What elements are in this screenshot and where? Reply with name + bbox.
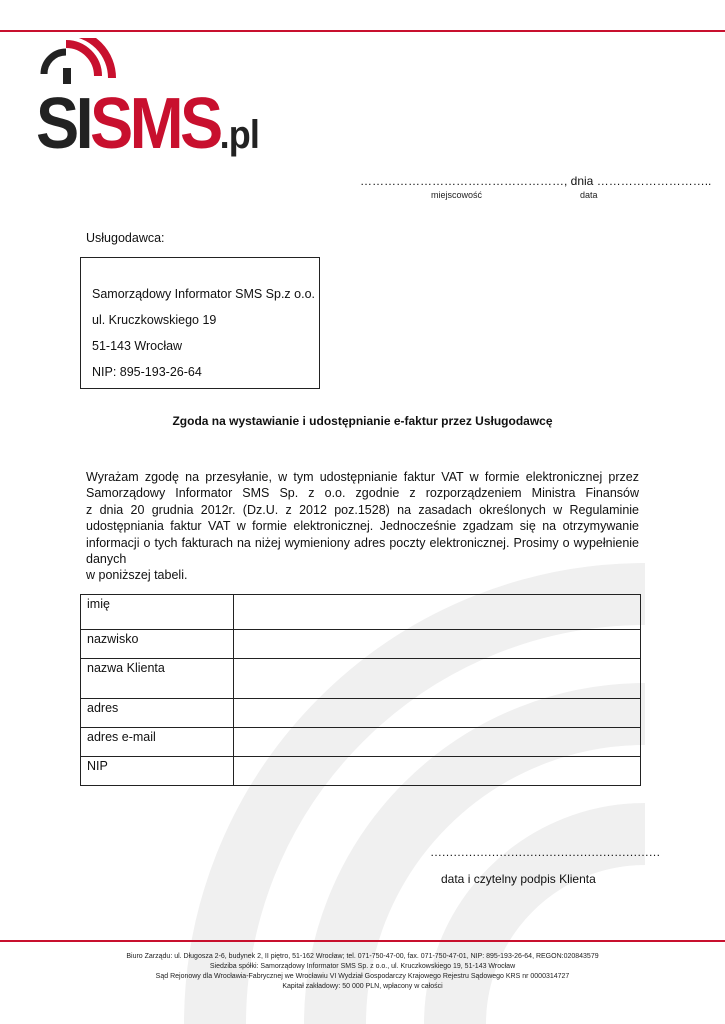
provider-name: Samorządowy Informator SMS Sp.z o.o. [92,287,316,301]
consent-line: informacji o tych fakturach na niżej wymieniony adres poczty elektronicznej. Prosimy o wypełnienie [86,535,639,550]
client-name-field[interactable] [234,659,641,699]
header-rule [0,30,725,32]
place-date-line: ……………………………………………, dnia ……………………….. [360,174,712,188]
table-row [81,728,641,757]
row-label-client-name: nazwa Klienta [81,659,234,699]
provider-address-box [80,257,320,389]
consent-line: z dnia 20 grudnia 2012r. (Dz.U. z 2012 poz.1528) na zasadach określonych w Regulaminie [86,502,639,517]
table-row [81,630,641,659]
last-name-field[interactable] [234,630,641,659]
client-data-table [80,594,641,786]
provider-label: Usługodawca: [86,231,165,245]
row-label-last-name: nazwisko [81,630,234,659]
logo-wordmark [36,82,259,177]
table-row [81,595,641,630]
provider-city: 51-143 Wrocław [92,339,183,353]
email-field[interactable] [234,728,641,757]
footer-line: Siedziba spółki: Samorządowy Informator SMS Sp. z o.o., ul. Kruczkowskiego 19, 51-143 Wrocław [209,963,516,970]
logo-text-sms: SMS [90,84,220,164]
footer-line: Kapitał zakładowy: 50 000 PLN, wpłacony w całości [282,983,443,990]
consent-paragraph [86,469,639,584]
provider-street: ul. Kruczkowskiego 19 [92,313,217,327]
place-label: miejscowość [431,190,483,200]
table-row [81,757,641,786]
logo-text-pl: .pl [219,113,259,157]
company-logo [36,38,259,170]
provider-nip: NIP: 895-193-26-64 [92,365,202,379]
consent-line: udostępniania faktur VAT w formie elektronicznej. Jednocześnie zgadzam się na otrzymywanie [86,519,639,534]
footer [0,952,725,992]
first-name-field[interactable] [234,595,641,630]
consent-line: w poniższej tabeli. [86,568,188,583]
consent-line: Wyrażam zgodę na przesyłanie, w tym udostępnianie faktur VAT w formie elektronicznej przez [86,470,639,484]
footer-line: Sąd Rejonowy dla Wrocławia-Fabrycznej we Wrocławiu VI Wydział Gospodarczy Krajowego Rejestru Sądowego KRS nr 0000314727 [155,973,570,980]
row-label-address: adres [81,699,234,728]
consent-line: Samorządowy Informator SMS Sp. z o.o. zgodnie z rozporządzeniem Ministra Finansów [86,486,639,501]
nip-field[interactable] [234,757,641,786]
signature-line: …………………………………………………… [430,845,660,859]
date-label: data [580,190,598,200]
table-row [81,659,641,699]
row-label-nip: NIP [81,757,234,786]
footer-line: Biuro Zarządu: ul. Długosza 2-6, budynek 2, II piętro, 51-162 Wrocław; tel. 071-750-47-00, fax. 071-750-47-01, NIP: 895-193-26-64, REGON:020843579 [126,953,599,960]
row-label-email: adres e-mail [81,728,234,757]
consent-line: danych [86,552,127,567]
address-field[interactable] [234,699,641,728]
signature-label: data i czytelny podpis Klienta [441,872,596,886]
table-row [81,699,641,728]
logo-text-si: SI [36,84,91,164]
document-title: Zgoda na wystawianie i udostępnianie e-faktur przez Usługodawcę [172,414,553,428]
footer-rule [0,940,725,942]
row-label-first-name: imię [81,595,234,630]
